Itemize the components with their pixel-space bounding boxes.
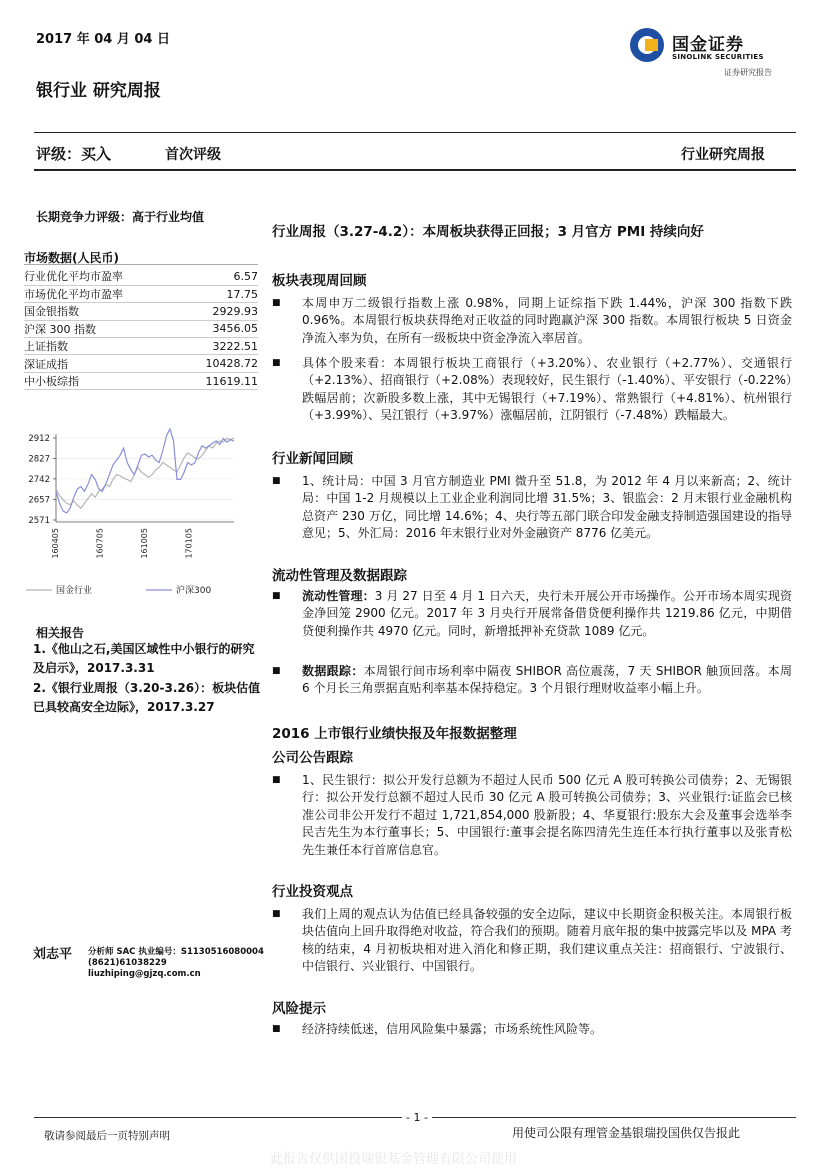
table-row: [24, 268, 258, 285]
y-tick-label: 2571: [28, 516, 50, 526]
market-value: 3456.05: [177, 320, 258, 337]
rating: 评级：买入: [36, 145, 112, 163]
legend-label: 沪深300: [176, 586, 212, 596]
bullet-icon: ■: [272, 476, 281, 486]
header-divider-top: [34, 132, 796, 133]
author-phone: (8621)61038229: [88, 958, 167, 969]
x-tick-label: 160705: [95, 528, 105, 559]
table-row: [24, 320, 258, 337]
series-line-2: [56, 429, 234, 513]
related-reports-title: 相关报告: [36, 626, 85, 640]
market-data-title: 市场数据(人民币): [24, 251, 119, 265]
related-report-item: 1.《他山之石,美国区域性中小银行的研究及启示》，2017.3.31: [33, 642, 255, 675]
market-label: 国金银指数: [24, 303, 177, 320]
y-tick-label: 2912: [28, 434, 50, 444]
market-data-rule: [24, 264, 258, 265]
bullet-text: 1、统计局：中国 3 月官方制造业 PMI 微升至 51.8，为 2012 年 4 月以来新高；2、统计局：中国 1-2 月规模以上工业企业利润同比增 31.5%；3、银监会：2 月末银行业金融机构总资产 230 万亿，同比增 14.6%；4、央行等五部门联合印发金融支持制造强国建设的指导意见；5、外汇局：2016 年末银行业对外金融资产 8776 亿美元。: [302, 474, 792, 541]
header-divider-bottom: [34, 169, 796, 171]
market-label: 上证指数: [24, 338, 177, 355]
market-value: 2929.93: [177, 303, 258, 320]
report-date: 2017 年 04 月 04 日: [36, 32, 170, 47]
bullet-text: 我们上周的观点认为估值已经具备较强的安全边际，建议中长期资金积极关注。本周银行板块估值向上回升取得绝对收益，符合我们的预期。随着月底年报的集中披露完毕以及 MPA 考核的结束，4 月初板块相对进入消化和修正期，我们建议重点关注：招商银行、宁波银行、中信银行、兴业银行、中国银行。: [302, 907, 792, 974]
series-line-1: [56, 438, 234, 508]
section-title: 公司公告跟踪: [272, 750, 353, 766]
market-value: 10428.72: [177, 355, 258, 372]
bullet-label: 数据跟踪：: [302, 664, 364, 678]
rating-first: 首次评级: [165, 147, 221, 163]
bullet-label: 流动性管理：: [302, 589, 375, 603]
related-report-item: 2.《银行业周报（3.20-3.26）：板块估值已具较高安全边际》，2017.3.27: [33, 681, 261, 714]
y-tick-label: 2742: [28, 474, 50, 485]
market-data-table: [24, 268, 258, 390]
legend-label: 国金行业: [56, 586, 93, 596]
market-label: 中小板综指: [24, 372, 177, 389]
bullet-text: [302, 588, 792, 640]
bullet-text: 本周申万二级银行指数上涨 0.98%，同期上证综指下跌 1.44%，沪深 300 指数下跌 0.96%。本周银行板块获得绝对正收益的同时跑赢沪深 300 指数。本周银行板块 5 日资金净流入率为负，在所有一级板块中资金净流入率居首。: [302, 296, 792, 345]
bullet-item: [272, 588, 792, 640]
bullet-text: 1、民生银行：拟公开发行总额为不超过人民币 500 亿元 A 股可转换公司债券；2、无锡银行：拟公开发行总额不超过人民币 30 亿元 A 股可转换公司债券；3、兴业银行:证监会已核准公司非公开发行不超过 1,721,854,000 股新股；4、华夏银行:股东大会及董事会选举李民吉先生为本行董事长；5、中国银行:董事会提名陈四清先生连任本行执行董事以及张青松先生兼任本行首席信息官。: [302, 773, 792, 857]
bullet-item: [272, 295, 792, 347]
bullet-item: [272, 355, 792, 425]
bullet-text: [302, 663, 792, 698]
section-title: 风险提示: [272, 1001, 326, 1017]
author-name: 刘志平: [33, 947, 73, 962]
section-title: 流动性管理及数据跟踪: [272, 568, 407, 584]
section-title: 行业新闻回顾: [272, 451, 353, 467]
bullet-icon: ■: [272, 666, 281, 676]
bullet-item: [272, 772, 792, 859]
section-title: 2016 上市银行业绩快报及年报数据整理: [272, 726, 517, 742]
bullet-item: [272, 663, 792, 698]
logo-english-name: SINOLINK SECURITIES: [672, 53, 764, 61]
table-row: [24, 355, 258, 372]
logo-chinese-name: 国金证券: [672, 35, 744, 55]
sinolink-logo-icon: [628, 26, 666, 64]
bullet-icon: ■: [272, 298, 281, 308]
market-value: 17.75: [177, 285, 258, 302]
table-row: [24, 303, 258, 320]
bullet-item: [272, 1021, 792, 1038]
bullet-icon: ■: [272, 909, 281, 919]
logo-subtitle: 证券研究报告: [724, 68, 772, 77]
market-label: 行业优化平均市盈率: [24, 268, 177, 285]
market-label: 深证成指: [24, 355, 177, 372]
bullet-text: 具体个股来看：本周银行板块工商银行（+3.20%）、农业银行（+2.77%）、交通银行（+2.13%）、招商银行（+2.08%）表现较好，民生银行（-1.40%）、平安银行（-0.22%）跌幅居前；次新股多数上涨，其中无锡银行（+7.19%）、常熟银行（+4.81%）、杭州银行（+3.99%）、吴江银行（+3.97%）涨幅居前，江阴银行（-7.48%）跌幅最大。: [302, 356, 792, 423]
bullet-icon: ■: [272, 358, 281, 368]
bullet-item: [272, 473, 792, 543]
bullet-body: 3 月 27 日至 4 月 1 日六天，央行未开展公开市场操作。公开市场本周实现资金净回笼 2900 亿元。2017 年 3 月央行开展常备借贷便利操作共 1219.86 亿元，中期借贷便利操作共 4970 亿元。同时，新增抵押补充贷款 1089 亿元。: [302, 589, 792, 638]
bullet-item: [272, 906, 792, 976]
table-row: [24, 372, 258, 389]
footer-disclaimer: 敬请参阅最后一页特别声明: [44, 1130, 170, 1142]
y-tick-label: 2827: [28, 454, 50, 465]
report-title: 银行业 研究周报: [36, 81, 161, 101]
footer-usage-note: 用使司公限有理管金基银瑞投国供仅告报此: [512, 1126, 741, 1140]
market-label: 沪深 300 指数: [24, 320, 177, 337]
table-row: [24, 285, 258, 302]
table-row: [24, 338, 258, 355]
bullet-body: 本周银行间市场利率中隔夜 SHIBOR 高位震荡，7 天 SHIBOR 触顶回落。本周 6 个月长三角票据直贴利率基本保持稳定。3 个月银行理财收益率小幅上升。: [302, 664, 792, 696]
watermark: 此报告仅供国投瑞银基金管理有限公司使用: [270, 1152, 518, 1167]
market-label: 市场优化平均市盈率: [24, 285, 177, 302]
brand-logo: [628, 26, 798, 81]
bullet-text: 经济持续低迷，信用风险集中暴露；市场系统性风险等。: [302, 1022, 603, 1036]
author-info: [88, 947, 264, 981]
page-number: - 1 -: [402, 1111, 432, 1124]
bullet-icon: ■: [272, 1024, 281, 1034]
y-tick-label: 2657: [28, 495, 50, 506]
market-value: 6.57: [177, 268, 258, 285]
market-value: 3222.51: [177, 338, 258, 355]
x-tick-label: 170105: [184, 528, 194, 559]
report-type: 行业研究周报: [681, 147, 765, 163]
long-term-rating: 长期竞争力评级：高于行业均值: [36, 210, 205, 224]
x-tick-label: 161005: [140, 528, 149, 559]
author-email[interactable]: liuzhiping@gjzq.com.cn: [88, 969, 201, 980]
bullet-icon: ■: [272, 775, 281, 785]
index-line-chart: [22, 412, 244, 602]
section-title: 行业投资观点: [272, 884, 353, 900]
bullet-icon: ■: [272, 591, 281, 601]
market-value: 11619.11: [177, 372, 258, 389]
report-headline: 行业周报（3.27-4.2）：本周板块获得正回报；3 月官方 PMI 持续向好: [272, 224, 704, 240]
section-title: 板块表现周回顾: [272, 273, 367, 289]
author-license: 分析师 SAC 执业编号：S1130516080004: [88, 947, 264, 957]
x-tick-label: 160405: [51, 528, 60, 559]
